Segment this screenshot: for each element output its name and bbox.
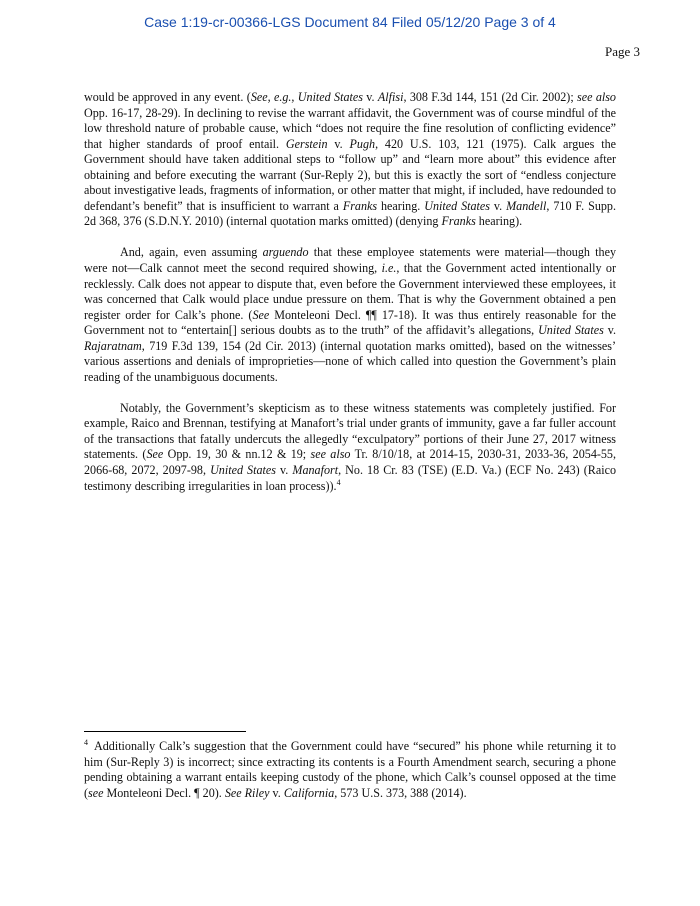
document-body xyxy=(84,90,616,510)
page-number: Page 3 xyxy=(604,44,640,59)
paragraph-1: would be approved in any event. (See, e.g., United States v. Alfisi, 308 F.3d 144, 151 (2d Cir. 2002); see also Opp. 16-17, 28-29). In declining to revise the warrant affidavit, the Government was of course mindful of the low threshold nature of probable cause, which “does not require the fine resolution of conflicting evidence” that higher standards of proof entail. Gerstein v. Pugh, 420 U.S. 103, 121 (1975). Calk argues the Government should have taken additional steps to “follow up” and “learn more about” this evidence after obtaining and before executing the warrant (Sur-Reply 2), but this is exactly the sort of “endless conjecture about investigative leads, fragments of information, or other matter that might, if included, have redounded to defendant’s benefit” that is insufficient to warrant a Franks hearing. United States v. Mandell, 710 F. Supp. 2d 368, 376 (S.D.N.Y. 2010) (internal quotation marks omitted) (denying Franks hearing). xyxy=(84,90,617,229)
footnote-separator xyxy=(84,731,246,732)
footnote-reference[interactable]: 4 xyxy=(336,477,341,487)
footnote-4: $^4$ Additionally Calk’s suggestion that the Government could have “secured” his phone while returning it to him (Sur-Reply 3) is incorrect; since extracting its contents is a Fourth Amendment search, securing a phone pending obtaining a warrant entails keeping custody of the phone, which Calk’s counsel opposed at the time (see Monteleoni Decl. ¶ 20). See Riley v. California, 573 U.S. 373, 388 (2014). xyxy=(84,738,616,800)
paragraph-3: Notably, the Government’s skepticism as to these witness statements was completely justified. For example, Raico and Brennan, testifying at Manafort’s trial under grants of immunity, gave a far fuller account of the transactions that fatally undercuts the allegedly “exculpatory” portions of their June 27, 2017 witness statements. (See Opp. 19, 30 & nn.12 & 19; see also Tr. 8/10/18, at 2014-15, 2030-31, 2033-36, 2054-55, 2066-68, 2072, 2097-98, United States v. Manafort, No. 18 Cr. 83 (TSE) (E.D. Va.) (ECF No. 243) (Raico testimony describing irregularities in loan process)).$^4$ xyxy=(84,400,617,493)
case-header: Case 1:19-cr-00366-LGS Document 84 Filed 05/12/20 Page 3 of 4 xyxy=(144,14,556,30)
footnote-number: 4 xyxy=(84,738,88,747)
paragraph-2: And, again, even assuming arguendo that these employee statements were material—though they were not—Calk cannot meet the second required showing, i.e., that the Government acted intentionally or recklessly. Calk does not appear to dispute that, even before the Government interviewed these employees, it was concerned that Calk would place undue pressure on them. That is why the Government obtained a pen register order for Calk’s phone. (See Monteleoni Decl. ¶¶ 17-18). It was thus entirely reasonable for the Government not to “entertain[] serious doubts as to the truth” of the affidavit’s allegations, United States v. Rajaratnam, 719 F.3d 139, 154 (2d Cir. 2013) (internal quotation marks omitted), based on the witnesses’ various assertions and denials of improprieties—none of which called into question the Government’s plain reading of the unambiguous documents. xyxy=(84,245,617,384)
